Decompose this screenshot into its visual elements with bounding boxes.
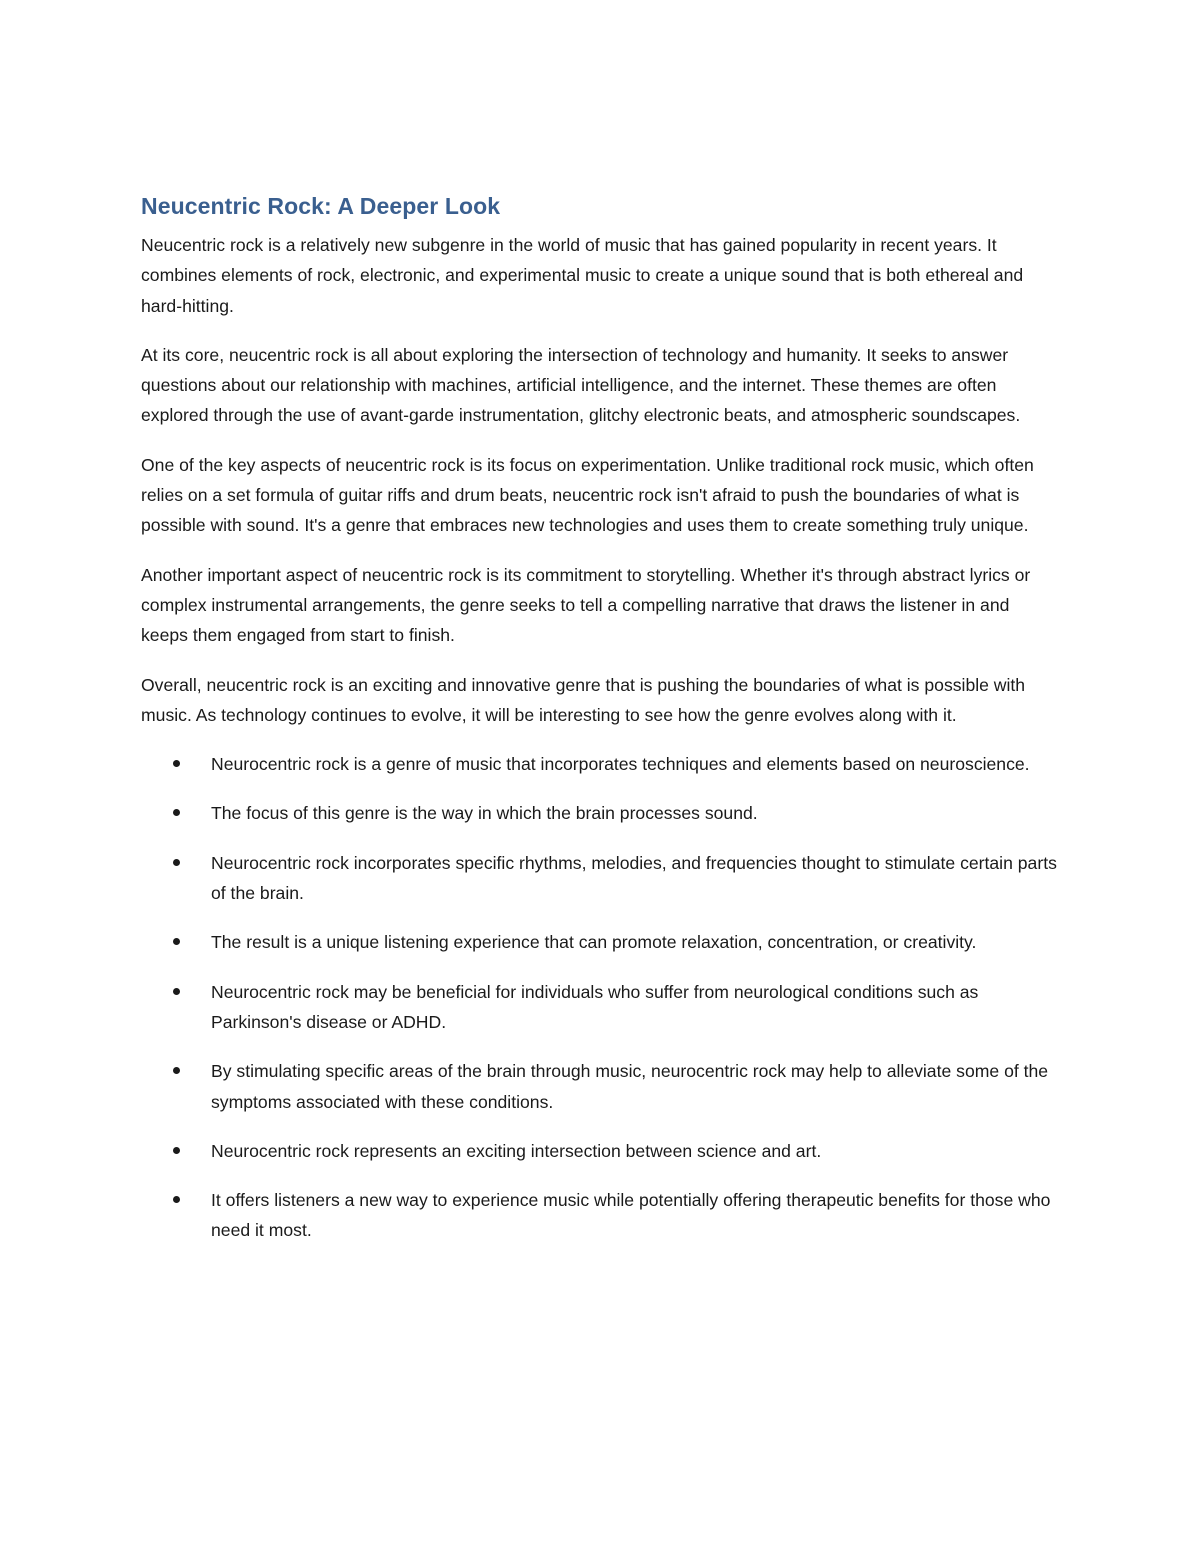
bullet-dot-icon	[173, 988, 180, 995]
bullet-dot-icon	[173, 859, 180, 866]
bullet-item	[141, 1185, 1061, 1246]
bullet-text: Neurocentric rock may be beneficial for individuals who suffer from neurological conditions such as Parkinson's disease or ADHD.	[211, 981, 979, 1032]
bullet-dot-icon	[173, 1067, 180, 1074]
bullet-item	[141, 927, 1061, 957]
bullet-dot-icon	[173, 760, 180, 767]
bullet-item	[141, 1136, 1061, 1166]
bullet-dot-icon	[173, 1196, 180, 1203]
bullet-item	[141, 798, 1061, 828]
bullet-text: Neurocentric rock incorporates specific rhythms, melodies, and frequencies thought to stimulate certain parts of the brain.	[211, 852, 1057, 904]
bullet-dot-icon	[173, 809, 180, 816]
paragraph-core: At its core, neucentric rock is all about exploring the intersection of technology and humanity. It seeks to answer questions about our relationship with machines, artificial intelligence, and the internet. These themes are often explored through the use of avant-garde instrumentation, glitchy electronic beats, and atmospheric soundscapes.	[141, 344, 1021, 426]
bullet-dot-icon	[173, 938, 180, 945]
document-title: Neucentric Rock: A Deeper Look	[141, 193, 501, 219]
document-body	[141, 190, 1061, 1265]
bullet-text: The result is a unique listening experience that can promote relaxation, concentration, or creativity.	[211, 932, 977, 953]
paragraph-overall: Overall, neucentric rock is an exciting and innovative genre that is pushing the boundaries of what is possible with music. As technology continues to evolve, it will be interesting to see how the genre evolves along with it.	[141, 674, 1026, 725]
bullet-item	[141, 1056, 1061, 1117]
bullet-list	[141, 749, 1061, 1246]
bullet-item	[141, 977, 1061, 1038]
bullet-text: By stimulating specific areas of the brain through music, neurocentric rock may help to alleviate some of the symptoms associated with these conditions.	[211, 1061, 1049, 1112]
bullet-text: The focus of this genre is the way in which the brain processes sound.	[211, 803, 758, 824]
bullet-dot-icon	[173, 1147, 180, 1154]
bullet-item	[141, 749, 1061, 779]
bullet-item	[141, 848, 1061, 909]
paragraph-intro: Neucentric rock is a relatively new subgenre in the world of music that has gained popularity in recent years. It combines elements of rock, electronic, and experimental music to create a unique sound that is both ethereal and hard-hitting.	[141, 235, 1024, 316]
bullet-text: It offers listeners a new way to experience music while potentially offering therapeutic benefits for those who need it most.	[211, 1190, 1051, 1241]
paragraph-experimentation: One of the key aspects of neucentric rock is its focus on experimentation. Unlike traditional rock music, which often relies on a set formula of guitar riffs and drum beats, neucentric rock isn't afraid to push the boundaries of what is possible with sound. It's a genre that embraces new technologies and uses them to create something truly unique.	[141, 454, 1034, 536]
paragraph-storytelling: Another important aspect of neucentric rock is its commitment to storytelling. Whether it's through abstract lyrics or complex instrumental arrangements, the genre seeks to tell a compelling narrative that draws the listener in and keeps them engaged from start to finish.	[141, 564, 1031, 646]
bullet-text: Neurocentric rock is a genre of music that incorporates techniques and elements based on neuroscience.	[211, 754, 1030, 775]
bullet-text: Neurocentric rock represents an exciting intersection between science and art.	[211, 1140, 822, 1161]
